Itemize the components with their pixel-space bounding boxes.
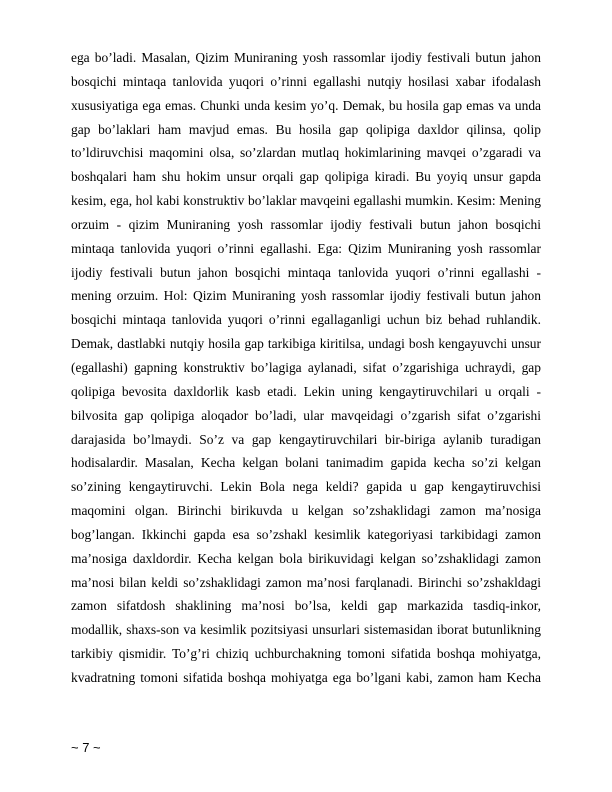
text-line: tarkibiy qismidir. To’g’ri chiziq uchburchakning tomoni sifatida boshqa mohiyatga, [71, 646, 541, 662]
text-line: darajasida bo’lmaydi. So’z va gap kengaytiruvchilari bir-biriga aylanib turadigan [71, 431, 541, 447]
text-line: so’zining kengaytiruvchi. Lekin Bola nega keldi? gapida u gap kengaytiruvchisi [71, 479, 541, 495]
text-line: bilvosita gap qolipiga aloqador bo’ladi, ular mavqeidagi o’zgarish sifat o’zgarishi [71, 407, 541, 423]
text-line: kesim, ega, hol kabi konstruktiv bo’laklar mavqeini egallashi mumkin. Kesim: Mening [71, 193, 541, 209]
text-line: orzuim - qizim Muniraning yosh rassomlar ijodiy festivali butun jahon bosqichi [71, 216, 541, 232]
text-line: kvadratning tomoni sifatida boshqa mohiyatga ega bo’lgani kabi, zamon ham Kecha [71, 669, 541, 685]
text-line: ma’nosiga daxldordir. Kecha kelgan bola birikuvidagi kelgan so’zshaklidagi zamon [71, 550, 541, 566]
text-line: xususiyatiga ega emas. Chunki unda kesim yo’q. Demak, bu hosila gap emas va unda [71, 97, 541, 113]
body-text [71, 46, 541, 690]
text-line: maqomini olgan. Birinchi birikuvda u kelgan so’zshaklidagi zamon ma’nosiga [71, 503, 541, 519]
text-line: qolipiga bevosita daxldorlik kasb etadi. Lekin uning kengaytiruvchilari u orqali - [71, 383, 541, 399]
text-line: modallik, shaxs-son va kesimlik pozitsiyasi unsurlari sistemasidan iborat butunlikning [71, 622, 541, 638]
text-line: zamon sifatdosh shaklining ma’nosi bo’lsa, keldi gap markazida tasdiq-inkor, [71, 598, 541, 614]
text-line: bosqichi mintaqa tanlovida yuqori o’rinni egallaganligi uchun biz behad ruhlandik. [71, 312, 541, 328]
text-line: to’ldiruvchisi maqomini olsa, so’zlardan mutlaq hokimlarining mavqei o’zgaradi va [71, 145, 541, 161]
text-line: mintaqa tanlovida yuqori o’rinni egallashi. Ega: Qizim Muniraning yosh rassomlar [71, 240, 541, 256]
text-line: mening orzuim. Hol: Qizim Muniraning yosh rassomlar ijodiy festivali butun jahon [71, 288, 541, 304]
text-line: boshqalari ham shu hokim unsur orqali gap qolipiga kiradi. Bu yoyiq unsur gapda [71, 169, 541, 185]
text-line: (egallashi) gapning konstruktiv bo’lagiga aylanadi, sifat o’zgarishiga uchraydi, gap [71, 359, 541, 375]
text-line: ega bo’ladi. Masalan, Qizim Muniraning yosh rassomlar ijodiy festivali butun jahon [71, 50, 541, 65]
text-line: ma’nosi bilan keldi so’zshaklidagi zamon ma’nosi farqlanadi. Birinchi so’zshakldagi [71, 574, 541, 590]
text-line: ijodiy festivali butun jahon bosqichi mintaqa tanlovida yuqori o’rinni egallashi - [71, 264, 541, 280]
text-line: bosqichi mintaqa tanlovida yuqori o’rinni egallashi nutqiy hosilasi xabar ifodalash [71, 73, 541, 89]
text-line: gap bo’laklari ham mavjud emas. Bu hosila gap qolipiga daxldor qilinsa, qolip [71, 121, 541, 137]
text-line: Demak, dastlabki nutqiy hosila gap tarkibiga kiritilsa, undagi bosh kengayuvchi unsur [71, 336, 541, 352]
page-number: ~ 7 ~ [71, 740, 101, 755]
text-line: bog’langan. Ikkinchi gapda esa so’zshakl kesimlik kategoriyasi tarkibidagi zamon [71, 526, 541, 542]
text-line: hodisalardir. Masalan, Kecha kelgan bolani tanimadim gapida kecha so’zi kelgan [71, 455, 541, 471]
